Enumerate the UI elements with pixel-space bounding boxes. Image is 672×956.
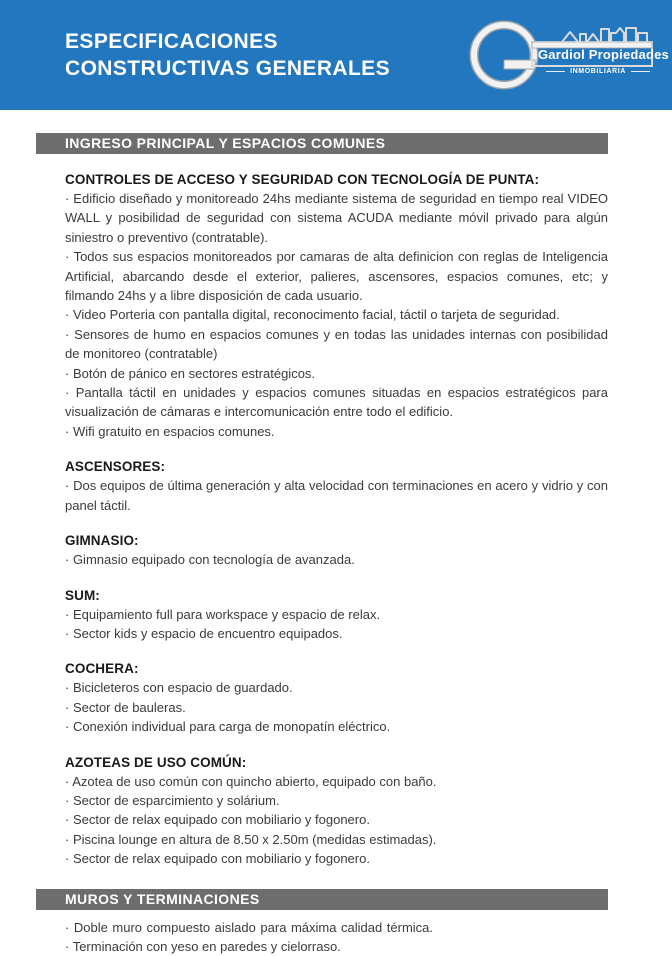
muros-paragraph: · Doble muro compuesto aislado para máxima calidad térmica. · Terminación con yeso en paredes y cielorraso. xyxy=(65,919,433,954)
subsection-heading: AZOTEAS DE USO COMÚN: xyxy=(65,754,247,770)
bullet-line: · Edificio diseñado y monitoreado 24hs mediante sistema de seguridad en tiempo real VIDEO WALL y posibilidad de seguridad con sistema ACUDA mediante móvil privado para algún siniestro o preventivo (contratable). xyxy=(65,191,608,245)
bullet-line: · Video Porteria con pantalla digital, reconocimento facial, táctil o tarjeta de seguridad. xyxy=(65,307,560,323)
bullet-line: · Botón de pánico en sectores estratégicos. xyxy=(65,365,316,381)
bullet-line: · Todos sus espacios monitoreados por camaras de alta definicion con reglas de Inteligencia Artificial, abarcando desde el exterior, palieres, ascensores, espacios comunes, etc; y filmando 24hs y a libre disposición de cada usuario. xyxy=(65,249,608,304)
bullet-line: · Azotea de uso común con quincho abierto, equipado con baño. xyxy=(65,773,437,789)
company-logo xyxy=(468,16,669,96)
subsection xyxy=(65,170,608,441)
logo-tagline: INMOBILIARIA xyxy=(570,68,626,75)
page-header xyxy=(0,0,672,110)
page-title-line2: CONSTRUCTIVAS GENERALES xyxy=(65,57,390,80)
section-bar-muros xyxy=(36,889,608,910)
bullet-line: · Piscina lounge en altura de 8.50 x 2.50m (medidas estimadas). xyxy=(65,831,437,847)
subsection-heading: ASCENSORES: xyxy=(65,459,166,475)
subsection-heading: CONTROLES DE ACCESO Y SEGURIDAD CON TECNOLOGÍA DE PUNTA: xyxy=(65,172,540,187)
page-title-line1: ESPECIFICACIONES xyxy=(65,30,278,53)
logo-company-name: Gardiol Propiedades xyxy=(538,47,669,62)
tagline-rule-right xyxy=(631,71,650,72)
subsection-heading: COCHERA: xyxy=(65,661,139,677)
subsection xyxy=(65,659,608,736)
bullet-line: · Sector de esparcimiento y solárium. xyxy=(65,792,280,808)
page-title xyxy=(65,28,390,82)
key-circle-icon xyxy=(474,25,535,85)
city-skyline-icon xyxy=(562,28,647,42)
tagline-rule-left xyxy=(546,71,565,72)
bullet-line: · Sector de relax equipado con mobiliario y fogonero. xyxy=(65,812,370,828)
section-bar-label: MUROS Y TERMINACIONES xyxy=(65,890,260,907)
subsection xyxy=(65,531,608,569)
bullet-line: · Gimnasio equipado con tecnología de avanzada. xyxy=(65,552,355,568)
document-body xyxy=(0,133,672,956)
bullet-line: · Sensores de humo en espacios comunes y en todas las unidades internas con posibilidad de monitoreo (contratable) xyxy=(65,326,608,362)
bullet-line: · Sector de bauleras. xyxy=(65,699,186,715)
bullet-line: · Sector kids y espacio de encuentro equipados. xyxy=(65,625,343,641)
subsection xyxy=(65,586,608,644)
bullet-line: · Equipamiento full para workspace y espacio de relax. xyxy=(65,606,381,622)
section-bar-ingreso xyxy=(36,133,608,154)
section-bar-label: INGRESO PRINCIPAL Y ESPACIOS COMUNES xyxy=(65,135,386,151)
bullet-line: · Pantalla táctil en unidades y espacios comunes situadas en espacios estratégicos para visualización de cámaras e intercomunicación entre todo el edificio. xyxy=(65,385,608,420)
bullet-line: · Conexión individual para carga de monopatín eléctrico. xyxy=(65,719,391,735)
logo-tagline-row xyxy=(546,68,650,75)
subsection xyxy=(65,457,608,515)
bullet-line: · Wifi gratuito en espacios comunes. xyxy=(65,423,275,439)
subsection xyxy=(65,753,608,869)
subsection-heading: SUM: xyxy=(65,587,100,603)
subsections-container xyxy=(65,170,608,869)
subsection-heading: GIMNASIO: xyxy=(65,533,139,549)
bullet-line: · Sector de relax equipado con mobiliario y fogonero. xyxy=(65,851,370,867)
bullet-line: · Bicicleteros con espacio de guardado. xyxy=(65,680,293,696)
bullet-line: · Dos equipos de última generación y alta velocidad con terminaciones en acero y vidrio y con panel táctil. xyxy=(65,478,608,513)
